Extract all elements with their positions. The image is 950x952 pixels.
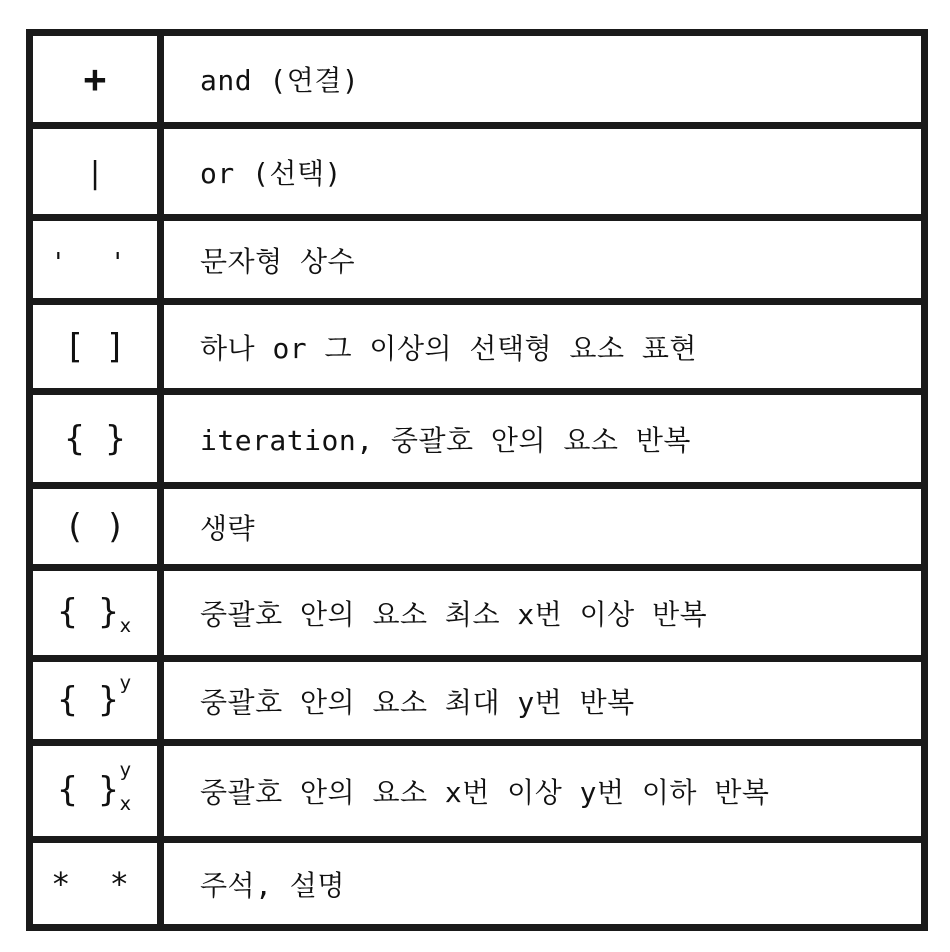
brace-script (119, 672, 133, 718)
symbol-cell (30, 302, 161, 392)
superscript: y (119, 758, 131, 781)
table-row (30, 743, 925, 840)
brace-script (119, 758, 133, 815)
brace-symbol: { } (57, 770, 119, 811)
description-cell: 문자형 상수 (161, 218, 925, 302)
paren-symbol: ( ) (64, 506, 126, 547)
description-cell: 중괄호 안의 요소 최대 y번 반복 (161, 659, 925, 743)
brace-symbol: { } (64, 418, 126, 459)
symbol-cell (30, 568, 161, 659)
or-symbol: | (89, 155, 101, 191)
symbol-cell (30, 659, 161, 743)
description-cell: or (선택) (161, 126, 925, 218)
superscript: y (119, 672, 131, 695)
description-cell: 하나 or 그 이상의 선택형 요소 표현 (161, 302, 925, 392)
description-cell: 중괄호 안의 요소 최소 x번 이상 반복 (161, 568, 925, 659)
table-row (30, 659, 925, 743)
table-row (30, 218, 925, 302)
notation-table (26, 29, 928, 931)
table-row (30, 392, 925, 486)
description-cell: iteration, 중괄호 안의 요소 반복 (161, 392, 925, 486)
subscript: x (119, 614, 131, 637)
table-row (30, 33, 925, 126)
brace-symbol: { } (57, 592, 119, 633)
table-row (30, 486, 925, 568)
comment-symbol: * * (51, 864, 139, 903)
table-row (30, 568, 925, 659)
description-cell: 중괄호 안의 요소 x번 이상 y번 이하 반복 (161, 743, 925, 840)
symbol-cell (30, 486, 161, 568)
symbol-cell (30, 840, 161, 928)
brace-script (119, 597, 133, 637)
description-cell: 생략 (161, 486, 925, 568)
symbol-cell (30, 392, 161, 486)
table-row (30, 302, 925, 392)
symbol-cell (30, 33, 161, 126)
table-row (30, 840, 925, 928)
and-symbol: + (83, 57, 107, 101)
description-cell: and (연결) (161, 33, 925, 126)
quote-symbol: ' ' (50, 247, 140, 278)
table-row (30, 126, 925, 218)
symbol-cell (30, 218, 161, 302)
symbol-cell (30, 126, 161, 218)
subscript: x (119, 792, 131, 815)
description-cell: 주석, 설명 (161, 840, 925, 928)
brace-symbol: { } (57, 679, 119, 720)
bracket-symbol: [ ] (64, 326, 126, 367)
symbol-cell (30, 743, 161, 840)
